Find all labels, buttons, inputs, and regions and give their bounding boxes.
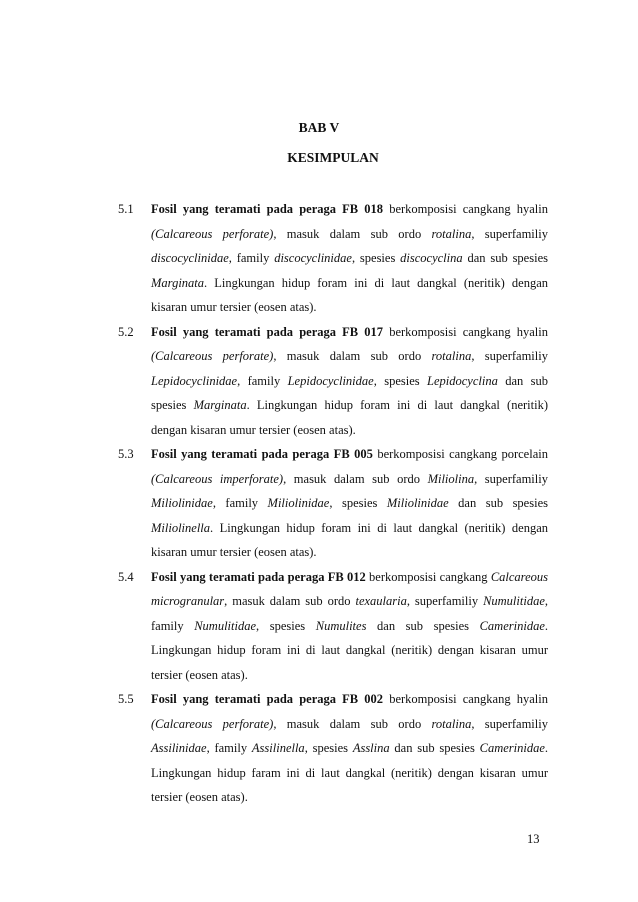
- text-run: , spesies: [373, 373, 427, 388]
- text-run: berkomposisi cangkang hyalin: [383, 202, 548, 216]
- text-run: berkomposisi cangkang: [365, 569, 491, 584]
- item-text: [151, 197, 548, 320]
- taxon-name: rotalina: [431, 716, 472, 731]
- chapter-heading: BAB V: [298, 120, 340, 135]
- conclusion-item: [118, 565, 548, 688]
- taxon-name: Miliolinidae: [267, 496, 330, 510]
- taxon-name: Numulitidae: [194, 618, 257, 633]
- taxon-name: discocyclinidae: [274, 251, 352, 265]
- taxon-name: rotalina: [431, 349, 472, 363]
- text-run: dan sub spesies: [389, 741, 480, 755]
- text-run: dan sub spesies: [366, 618, 480, 633]
- taxon-name: texaularia: [355, 594, 407, 608]
- taxon-name: Miliolinidae: [386, 496, 449, 510]
- text-run: , superfamiliy: [471, 716, 548, 731]
- taxon-name: rotalina: [431, 226, 472, 241]
- item-number: 5.1: [118, 202, 134, 216]
- text-run: . Lingkungan hidup foram ini di laut dangkal (neritik) dengan kisaran umur tersier (eosen atas).: [151, 520, 548, 559]
- item-text: [151, 565, 548, 688]
- text-run: , masuk dalam sub ordo: [273, 349, 432, 363]
- taxon-name: discocyclinidae: [151, 251, 229, 265]
- taxon-name: Lepidocyclina: [427, 373, 498, 388]
- text-run: dan sub spesies: [462, 251, 548, 265]
- taxon-name: Marginata: [193, 398, 247, 412]
- taxon-name: Marginata: [151, 275, 205, 290]
- taxon-name: Camerinidae: [479, 741, 545, 755]
- taxon-name: Miliolina: [427, 471, 475, 486]
- page-title: KESIMPULAN: [287, 150, 379, 165]
- taxon-name: discocyclina: [400, 251, 463, 265]
- conclusion-list: [118, 197, 548, 810]
- text-run: . Lingkungan hidup foram ini di laut dangkal (neritik) dengan kisaran umur tersier (eosen atas).: [151, 398, 548, 437]
- text-run: , masuk dalam sub ordo: [273, 226, 432, 241]
- conclusion-item: [118, 442, 548, 565]
- text-run: berkomposisi cangkang hyalin: [383, 324, 548, 339]
- item-number: 5.5: [118, 692, 134, 706]
- item-text: [151, 320, 548, 443]
- taxon-name: Camerinidae: [479, 618, 545, 633]
- taxon-name: Miliolinella: [151, 520, 211, 535]
- taxon-name: Lepidocyclinidae: [151, 373, 238, 388]
- item-number: 5.2: [118, 324, 134, 339]
- item-text: [151, 442, 548, 565]
- text-run: . Lingkungan hidup faram ini di laut dangkal (neritik) dengan kisaran umur tersier (eosen atas).: [151, 741, 549, 804]
- text-run: , superfamiliy: [474, 471, 548, 486]
- text-run: . Lingkungan hidup foram ini di laut dangkal (neritik) dengan kisaran umur tersier (eosen atas).: [151, 618, 548, 682]
- text-run: . Lingkungan hidup foram ini di laut dangkal (neritik) dengan kisaran umur tersier (eosen atas).: [151, 275, 548, 314]
- text-run: , superfamiliy: [471, 226, 548, 241]
- item-text: [151, 687, 548, 810]
- taxon-name: Lepidocyclinidae: [287, 373, 374, 388]
- item-lead: Fosil yang teramati pada peraga FB 002: [151, 692, 384, 706]
- text-run: , spesies: [329, 496, 387, 510]
- taxon-name: (Calcareous perforate): [151, 716, 274, 731]
- text-run: dan sub spesies: [151, 373, 548, 412]
- taxon-name: Assilinella: [251, 741, 305, 755]
- item-number: 5.4: [118, 569, 134, 584]
- text-run: , family: [206, 741, 252, 755]
- item-number: 5.3: [118, 447, 134, 461]
- item-lead: Fosil yang teramati pada peraga FB 018: [151, 202, 384, 216]
- taxon-name: Asslina: [352, 741, 390, 755]
- item-lead: Fosil yang teramati pada peraga FB 017: [151, 324, 384, 339]
- text-run: , family: [212, 496, 268, 510]
- text-run: dan sub spesies: [448, 496, 548, 510]
- text-run: , masuk dalam sub ordo: [224, 594, 356, 608]
- conclusion-item: [118, 320, 548, 443]
- taxon-name: Miliolinidae: [151, 496, 213, 510]
- taxon-name: (Calcareous perforate): [151, 226, 274, 241]
- text-run: berkomposisi cangkang hyalin: [383, 692, 548, 706]
- item-lead: Fosil yang teramati pada peraga FB 005: [151, 447, 373, 461]
- text-run: , spesies: [304, 741, 353, 755]
- text-run: , family: [228, 251, 275, 265]
- conclusion-item: [118, 197, 548, 320]
- taxon-name: Calcareous microgranular: [151, 569, 548, 608]
- taxon-name: Assilinidae: [151, 741, 207, 755]
- text-run: , masuk dalam sub ordo: [283, 471, 428, 486]
- text-run: , spesies: [256, 618, 316, 633]
- conclusion-item: [118, 687, 548, 810]
- page-number: 13: [527, 832, 540, 846]
- taxon-name: Numulitidae: [483, 594, 545, 608]
- text-run: , family: [237, 373, 288, 388]
- taxon-name: Numulites: [315, 618, 367, 633]
- taxon-name: (Calcareous imperforate): [151, 471, 284, 486]
- text-run: , superfamiliy: [406, 594, 484, 608]
- text-run: , superfamiliy: [471, 349, 548, 363]
- text-run: , spesies: [351, 251, 401, 265]
- text-run: , family: [151, 594, 548, 633]
- item-lead: Fosil yang teramati pada peraga FB 012: [151, 569, 366, 584]
- taxon-name: (Calcareous perforate): [151, 349, 274, 363]
- text-run: berkomposisi cangkang porcelain: [372, 447, 548, 461]
- text-run: , masuk dalam sub ordo: [273, 716, 432, 731]
